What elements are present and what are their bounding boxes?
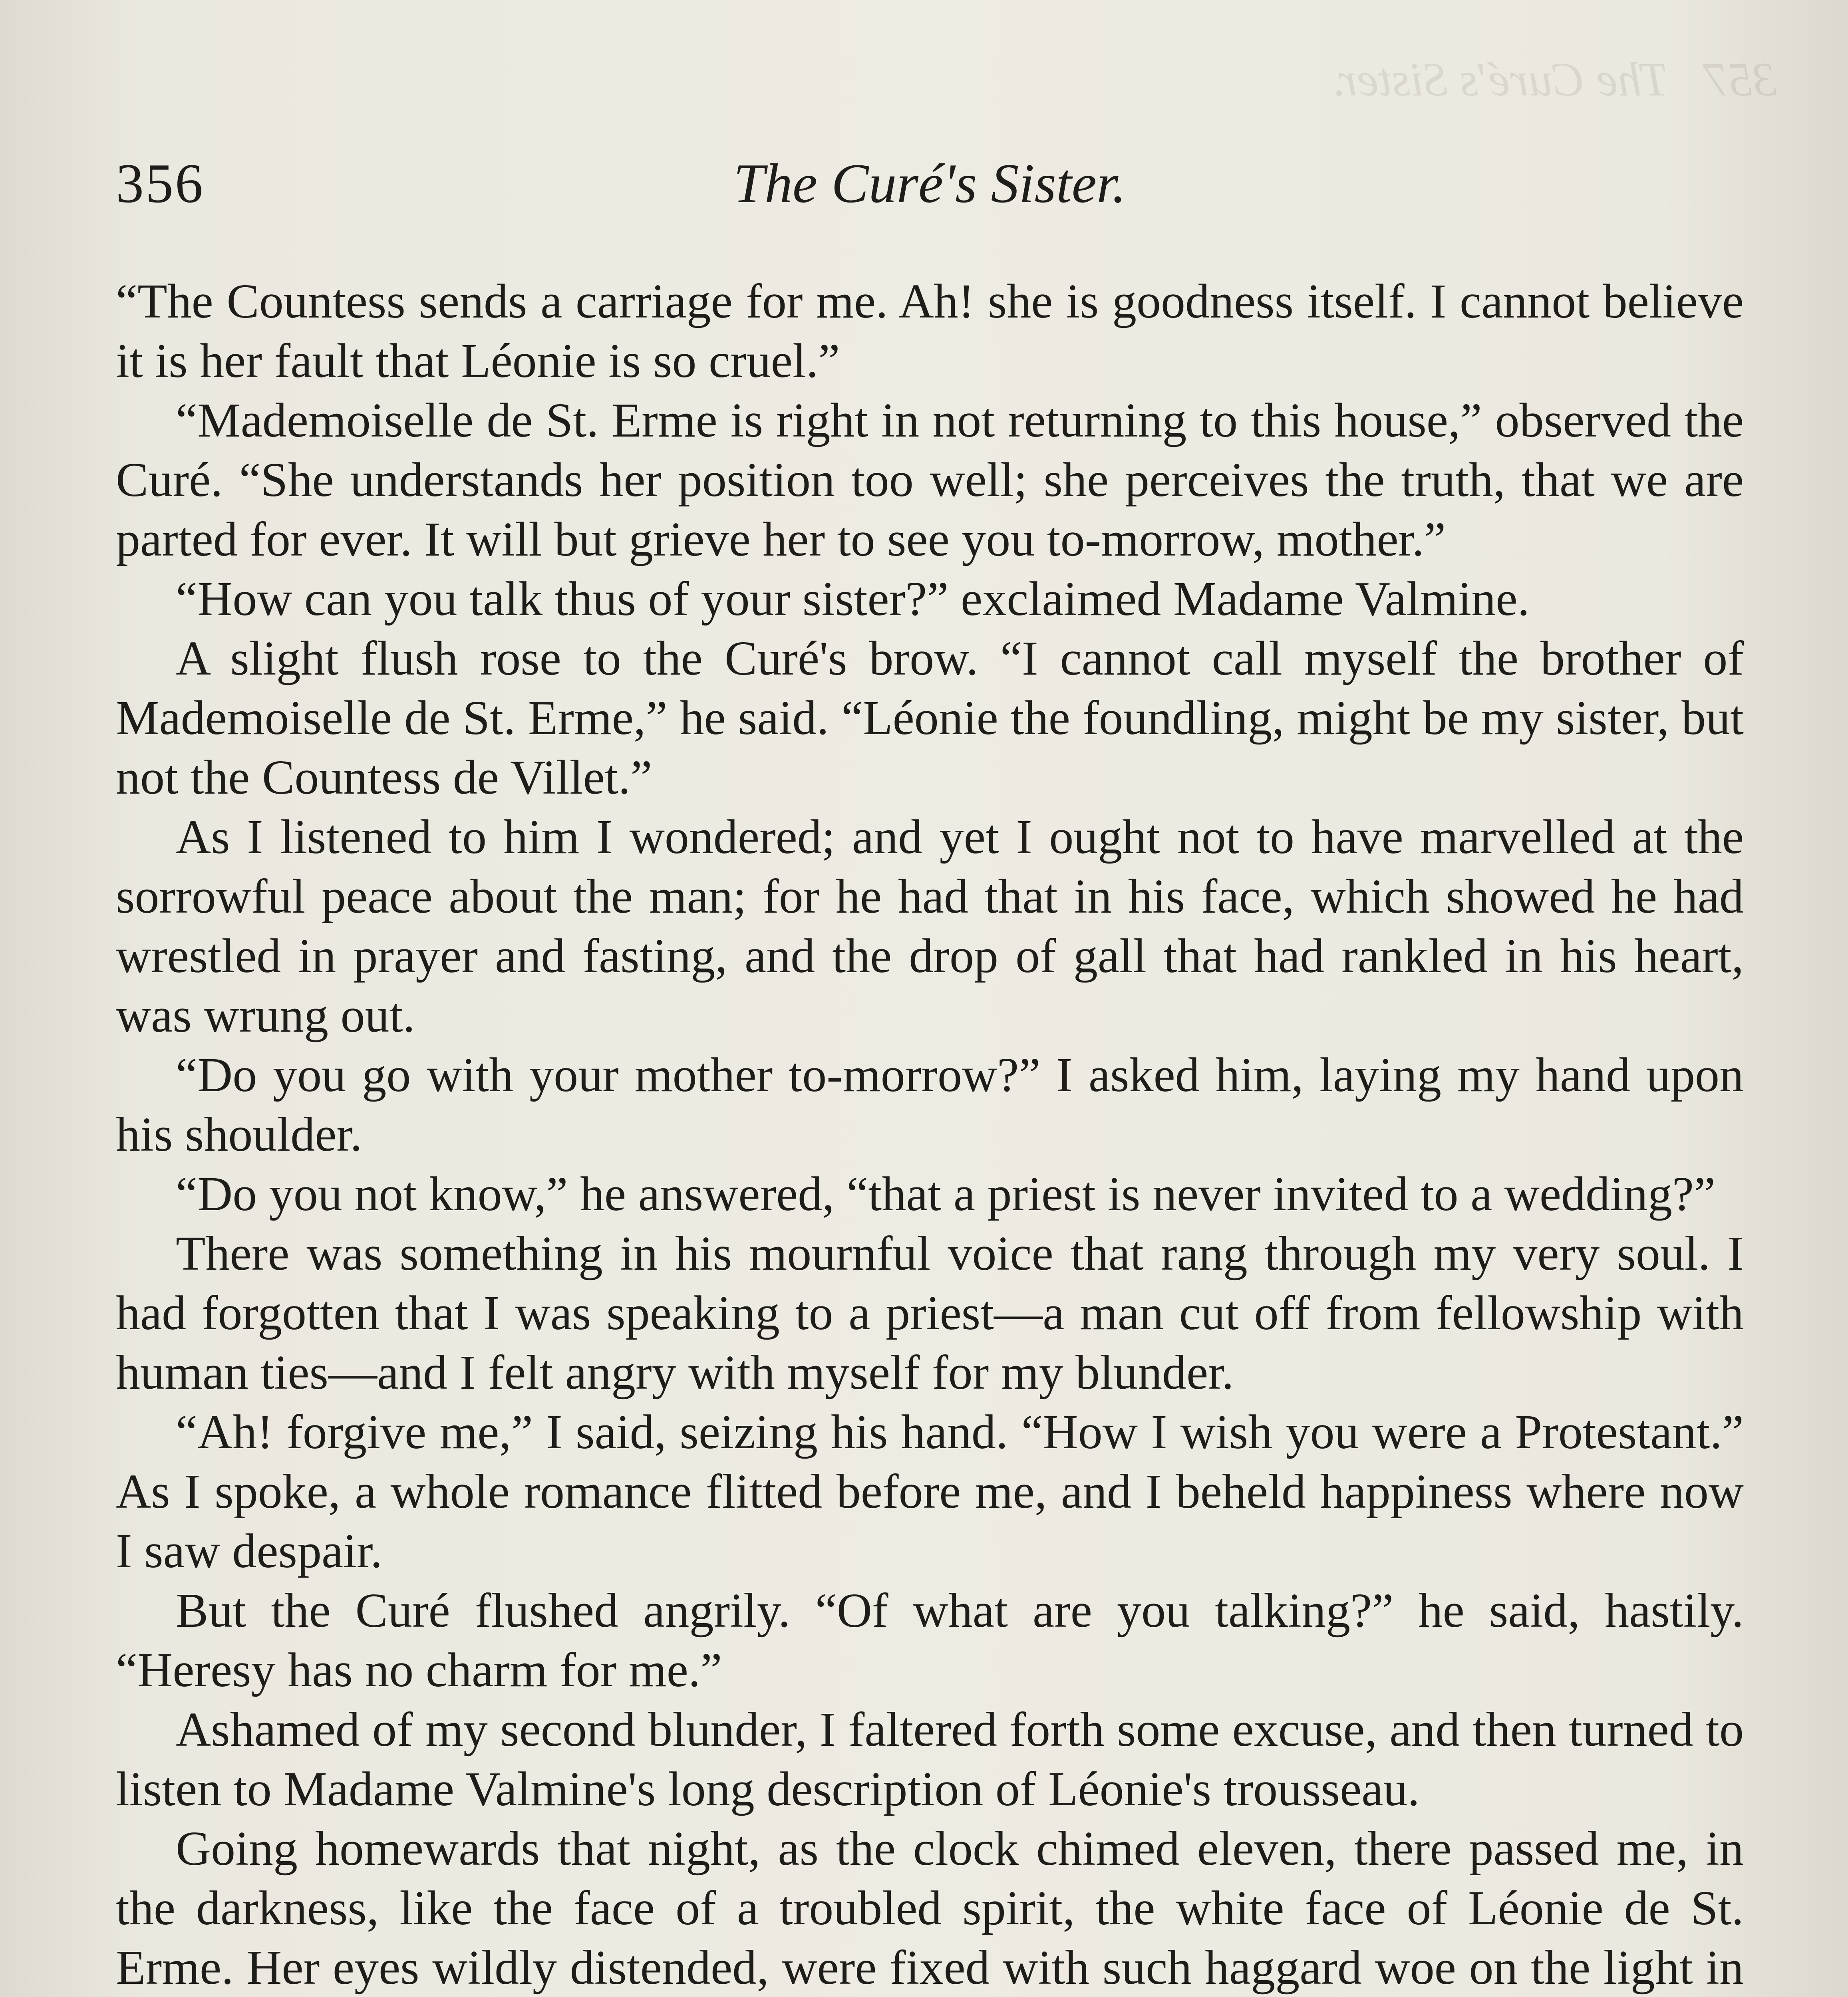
- page-number: 356: [116, 153, 205, 214]
- body-text: [116, 272, 1744, 1997]
- paragraph: “How can you talk thus of your sister?” exclaimed Madame Valmine.: [176, 572, 1530, 626]
- paragraph: As I listened to him I wondered; and yet I ought not to have marvelled at the sorrowful peace about the man; for he had that in his face, which showed he had wrestled in prayer and fasting, and the drop of gall that had rankled in his heart, was wrung out.: [116, 810, 1744, 1042]
- paragraph: “Do you not know,” he answered, “that a priest is never invited to a wedding?”: [176, 1167, 1716, 1221]
- paragraph: But the Curé flushed angrily. “Of what are you talking?” he said, hastily. “Heresy has no charm for me.”: [116, 1584, 1744, 1697]
- page-header: [116, 144, 1744, 224]
- paragraph: “The Countess sends a carriage for me. Ah! she is goodness itself. I cannot believe it is her fault that Léonie is so cruel.”: [116, 274, 1744, 388]
- paragraph: “Ah! forgive me,” I said, seizing his hand. “How I wish you were a Protestant.” As I spoke, a whole romance flitted before me, and I beheld happiness where now I saw despair.: [116, 1405, 1744, 1578]
- running-title: The Curé's Sister.: [733, 153, 1126, 214]
- paragraph: A slight flush rose to the Curé's brow. “I cannot call myself the brother of Mademoiselle de St. Erme,” he said. “Léonie the foundling, might be my sister, but not the Countess de Villet.”: [116, 631, 1744, 804]
- paragraph: Ashamed of my second blunder, I faltered forth some excuse, and then turned to listen to Madame Valmine's long description of Léonie's trousseau.: [116, 1703, 1744, 1816]
- paragraph: There was something in his mournful voice that rang through my very soul. I had forgotten that I was speaking to a priest—a man cut off from fellowship with human ties—and I felt angry with myself for my blunder.: [116, 1227, 1744, 1399]
- paragraph: “Do you go with your mother to-morrow?” I asked him, laying my hand upon his shoulder.: [116, 1048, 1744, 1161]
- paragraph: “Mademoiselle de St. Erme is right in not returning to this house,” observed the Curé. “She understands her position too well; she perceives the truth, that we are parted for ever. It will but grieve her to see you to-morrow, mother.”: [116, 393, 1744, 566]
- paragraph: Going homewards that night, as the clock chimed eleven, there passed me, in the darkness, like the face of a troubled spirit, the white face of Léonie de St. Erme. Her eyes wildly distended, were fixed with such haggard woe on the light in: [116, 1822, 1744, 1995]
- show-through-from-reverse: 357 The Curé's Sister.: [1331, 53, 1776, 106]
